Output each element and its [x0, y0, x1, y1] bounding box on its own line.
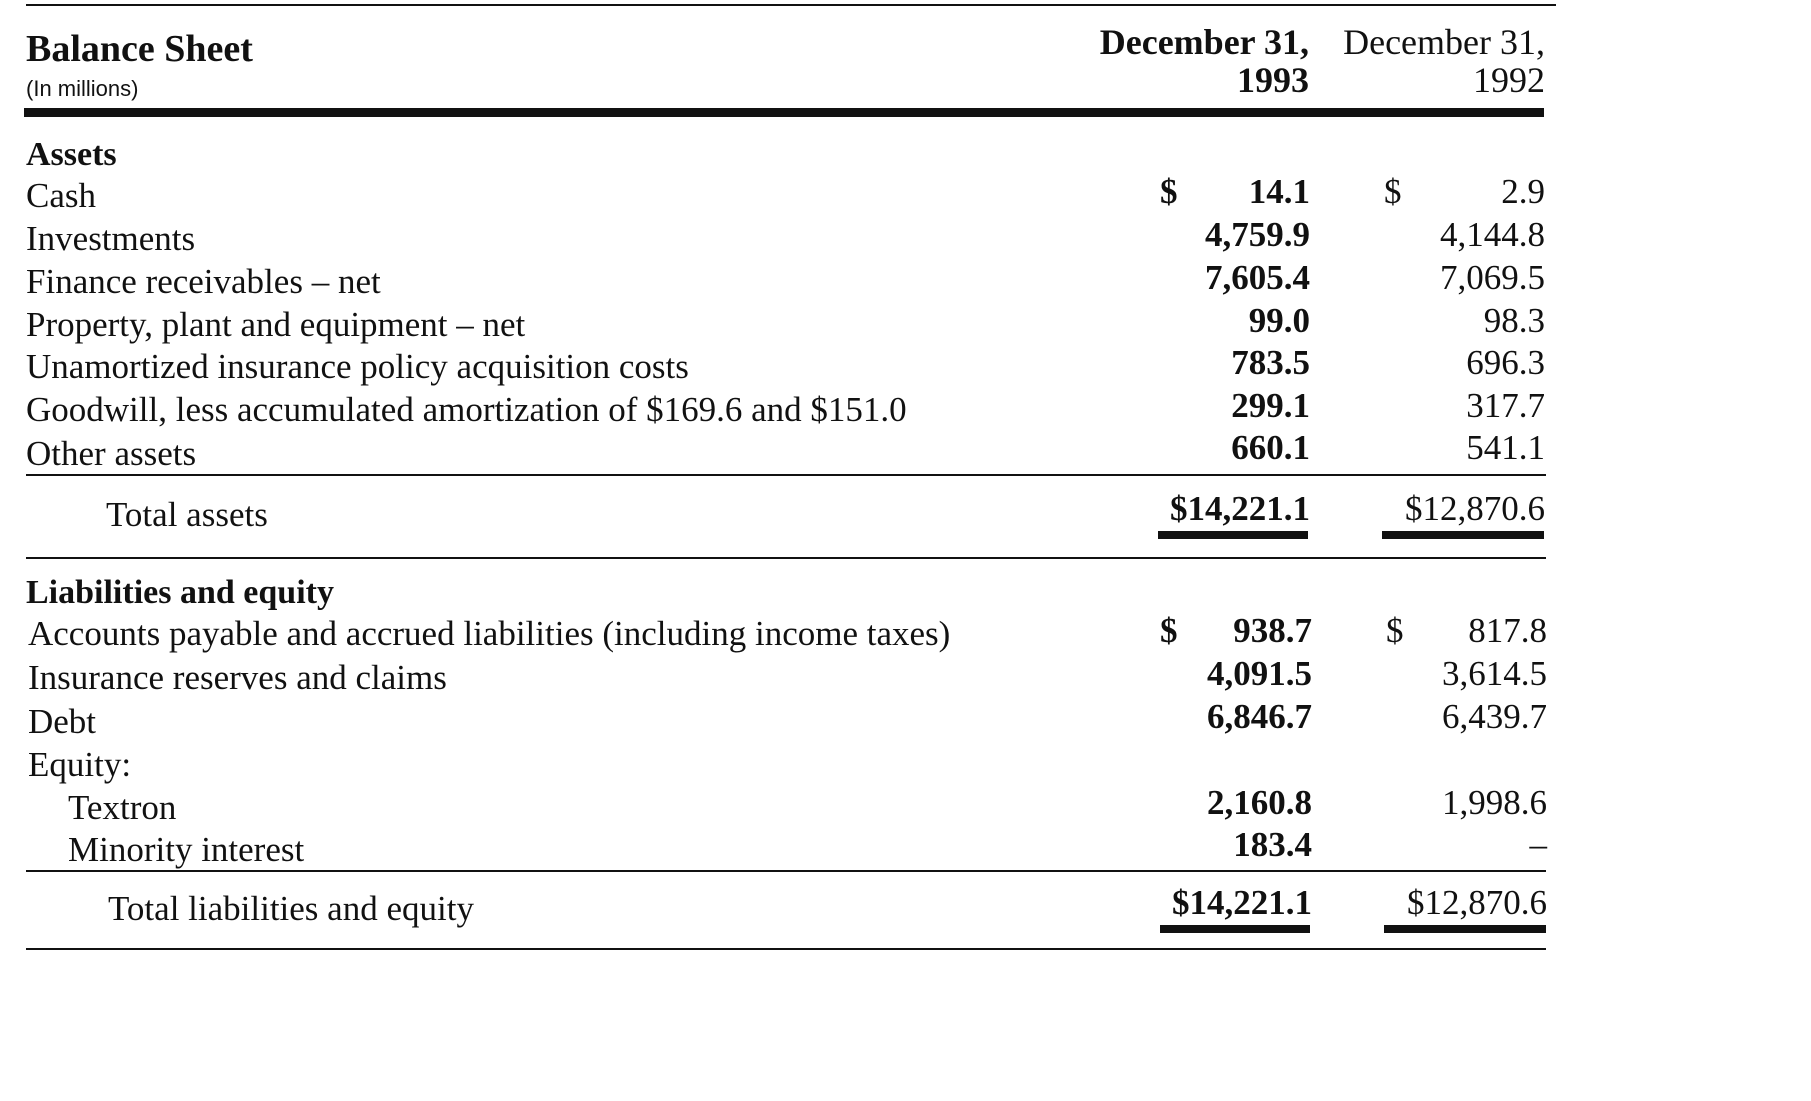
row-value-1992-other-assets: 541.1	[1466, 428, 1545, 467]
row-value-1993-goodwill: 299.1	[1231, 386, 1310, 425]
row-label-accounts-payable: Accounts payable and accrued liabilities (including income taxes)	[28, 614, 951, 653]
row-label-investments: Investments	[26, 219, 196, 258]
row-value-1992-accounts-payable: 817.8	[1468, 611, 1547, 650]
liabilities-dollar-1992: $	[1386, 611, 1404, 650]
row-value-1993-other-assets: 660.1	[1231, 428, 1310, 467]
row-value-1992-goodwill: 317.7	[1466, 386, 1545, 425]
row-label-debt: Debt	[28, 702, 97, 741]
row-label-unamortized-acquisition-costs: Unamortized insurance policy acquisition costs	[26, 347, 689, 386]
assets-dollar-1992: $	[1384, 172, 1402, 211]
total-liabilities-1992: $12,870.6	[1407, 883, 1547, 922]
row-value-1993-investments: 4,759.9	[1205, 215, 1310, 254]
col-1993-heading-line1: December 31,	[1099, 22, 1309, 62]
liabilities-dollar-1993: $	[1160, 611, 1178, 650]
row-value-1993-insurance-reserves: 4,091.5	[1207, 654, 1312, 693]
row-value-1992-unamortized-acquisition-costs: 696.3	[1466, 343, 1545, 382]
row-label-finance-receivables: Finance receivables – net	[26, 262, 381, 301]
row-value-1992-insurance-reserves: 3,614.5	[1442, 654, 1547, 693]
row-label-equity: Equity:	[28, 745, 132, 784]
row-value-1993-cash: 14.1	[1248, 172, 1310, 211]
row-label-minority-interest: Minority interest	[68, 830, 305, 869]
row-label-cash: Cash	[26, 176, 96, 215]
page-title: Balance Sheet	[26, 28, 253, 70]
total-assets-1993-underline	[1158, 531, 1308, 539]
liabilities-heading: Liabilities and equity	[26, 574, 334, 611]
row-label-property-plant-equipment: Property, plant and equipment – net	[26, 305, 526, 344]
section-divider-rule	[26, 557, 1546, 559]
row-value-1992-cash: 2.9	[1501, 172, 1545, 211]
row-value-1993-finance-receivables: 7,605.4	[1205, 258, 1310, 297]
total-assets-1993: $14,221.1	[1170, 489, 1310, 528]
row-label-goodwill: Goodwill, less accumulated amortization of $169.6 and $151.0	[26, 390, 907, 429]
assets-dollar-1993: $	[1160, 172, 1178, 211]
total-liabilities-1992-underline	[1384, 925, 1546, 933]
units-note: (In millions)	[26, 76, 139, 101]
row-value-1993-minority-interest: 183.4	[1233, 825, 1312, 864]
row-value-1993-debt: 6,846.7	[1207, 697, 1312, 736]
total-liabilities-1993: $14,221.1	[1172, 883, 1312, 922]
total-assets-1992-underline	[1382, 531, 1544, 539]
row-label-textron: Textron	[68, 788, 177, 827]
total-assets-1992: $12,870.6	[1405, 489, 1545, 528]
row-value-1992-minority-interest: –	[1529, 825, 1547, 864]
row-value-1992-textron: 1,998.6	[1442, 783, 1547, 822]
row-value-1993-textron: 2,160.8	[1207, 783, 1312, 822]
row-value-1992-property-plant-equipment: 98.3	[1483, 301, 1545, 340]
row-value-1993-accounts-payable: 938.7	[1233, 611, 1312, 650]
row-value-1992-finance-receivables: 7,069.5	[1440, 258, 1545, 297]
row-value-1993-unamortized-acquisition-costs: 783.5	[1231, 343, 1310, 382]
bottom-rule	[26, 948, 1546, 950]
col-1993-heading-line2: 1993	[1237, 60, 1309, 100]
assets-subtotal-rule	[26, 474, 1546, 476]
col-1992-heading-line1: December 31,	[1343, 22, 1545, 62]
total-liabilities-1993-underline	[1160, 925, 1310, 933]
col-1992-heading-line2: 1992	[1473, 60, 1545, 100]
row-value-1992-investments: 4,144.8	[1440, 215, 1545, 254]
row-label-other-assets: Other assets	[26, 434, 197, 473]
row-label-insurance-reserves: Insurance reserves and claims	[28, 658, 447, 697]
row-value-1993-property-plant-equipment: 99.0	[1248, 301, 1310, 340]
header-thick-rule	[24, 108, 1544, 117]
row-value-1992-debt: 6,439.7	[1442, 697, 1547, 736]
assets-heading: Assets	[26, 136, 117, 173]
liabilities-subtotal-rule	[26, 870, 1546, 872]
total-liabilities-label: Total liabilities and equity	[108, 889, 474, 928]
total-assets-label: Total assets	[106, 495, 268, 534]
top-rule	[26, 4, 1556, 6]
